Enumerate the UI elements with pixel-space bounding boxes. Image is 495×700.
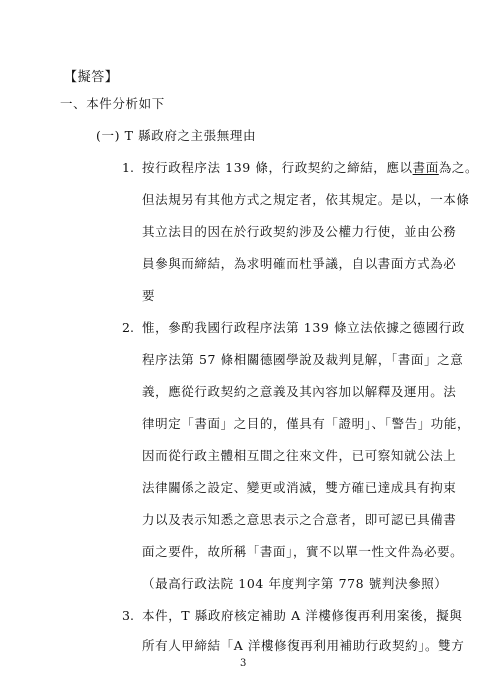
emphasized-text: 書面 — [412, 160, 439, 175]
paragraph-line — [142, 160, 478, 176]
paragraph-line: 要 — [142, 288, 156, 303]
paragraph-line: 程序法第 57 條相關德國學說及裁判見解，「書面」之意 — [142, 352, 464, 367]
paragraph-line: 義，應從行政契約之意義及其內容加以解釋及運用。法 — [142, 384, 457, 399]
item-number: 1. — [122, 160, 134, 175]
text-segment: 為之。 — [438, 160, 479, 175]
answer-heading: 【擬答】 — [64, 70, 119, 85]
paragraph-line: 面之要件，故所稱「書面」，實不以單一性文件為必要。 — [142, 544, 464, 559]
page-number: 3 — [240, 658, 247, 669]
text-segment: 按行政程序法 139 條，行政契約之締結，應以 — [142, 160, 413, 175]
paragraph-line: 律明定「書面」之目的，僅具有「證明」、「警告」功能， — [142, 416, 471, 431]
paragraph-line: 惟，參酌我國行政程序法第 139 條立法依據之德國行政 — [142, 320, 466, 335]
paragraph-line: 但法規另有其他方式之規定者，依其規定。是以，一本條 — [142, 192, 470, 207]
item-number: 3. — [122, 608, 134, 623]
paragraph-line: 員參與而締結，為求明確而杜爭議，自以書面方式為必 — [142, 256, 457, 271]
subsection-heading: (一) T 縣政府之主張無理由 — [96, 128, 257, 143]
paragraph-line: 因而從行政主體相互間之往來文件，已可察知就公法上 — [142, 448, 457, 463]
paragraph-line: 其立法目的因在於行政契約涉及公權力行使，並由公務 — [142, 224, 457, 239]
citation-line: （最高行政法院 104 年度判字第 778 號判決參照） — [142, 576, 448, 591]
paragraph-line: 法律關係之設定、變更或消滅，雙方確已達成具有拘束 — [142, 480, 457, 495]
section-heading: 一、本件分析如下 — [60, 96, 165, 111]
paragraph-line: 力以及表示知悉之意思表示之合意者，即可認已具備書 — [142, 512, 457, 527]
paragraph-line: 所有人甲締結「A 洋樓修復再利用補助行政契約」。雙方 — [142, 638, 465, 653]
paragraph-line: 本件，T 縣政府核定補助 A 洋樓修復再利用案後，擬與 — [142, 608, 463, 623]
item-number: 2. — [122, 320, 134, 335]
